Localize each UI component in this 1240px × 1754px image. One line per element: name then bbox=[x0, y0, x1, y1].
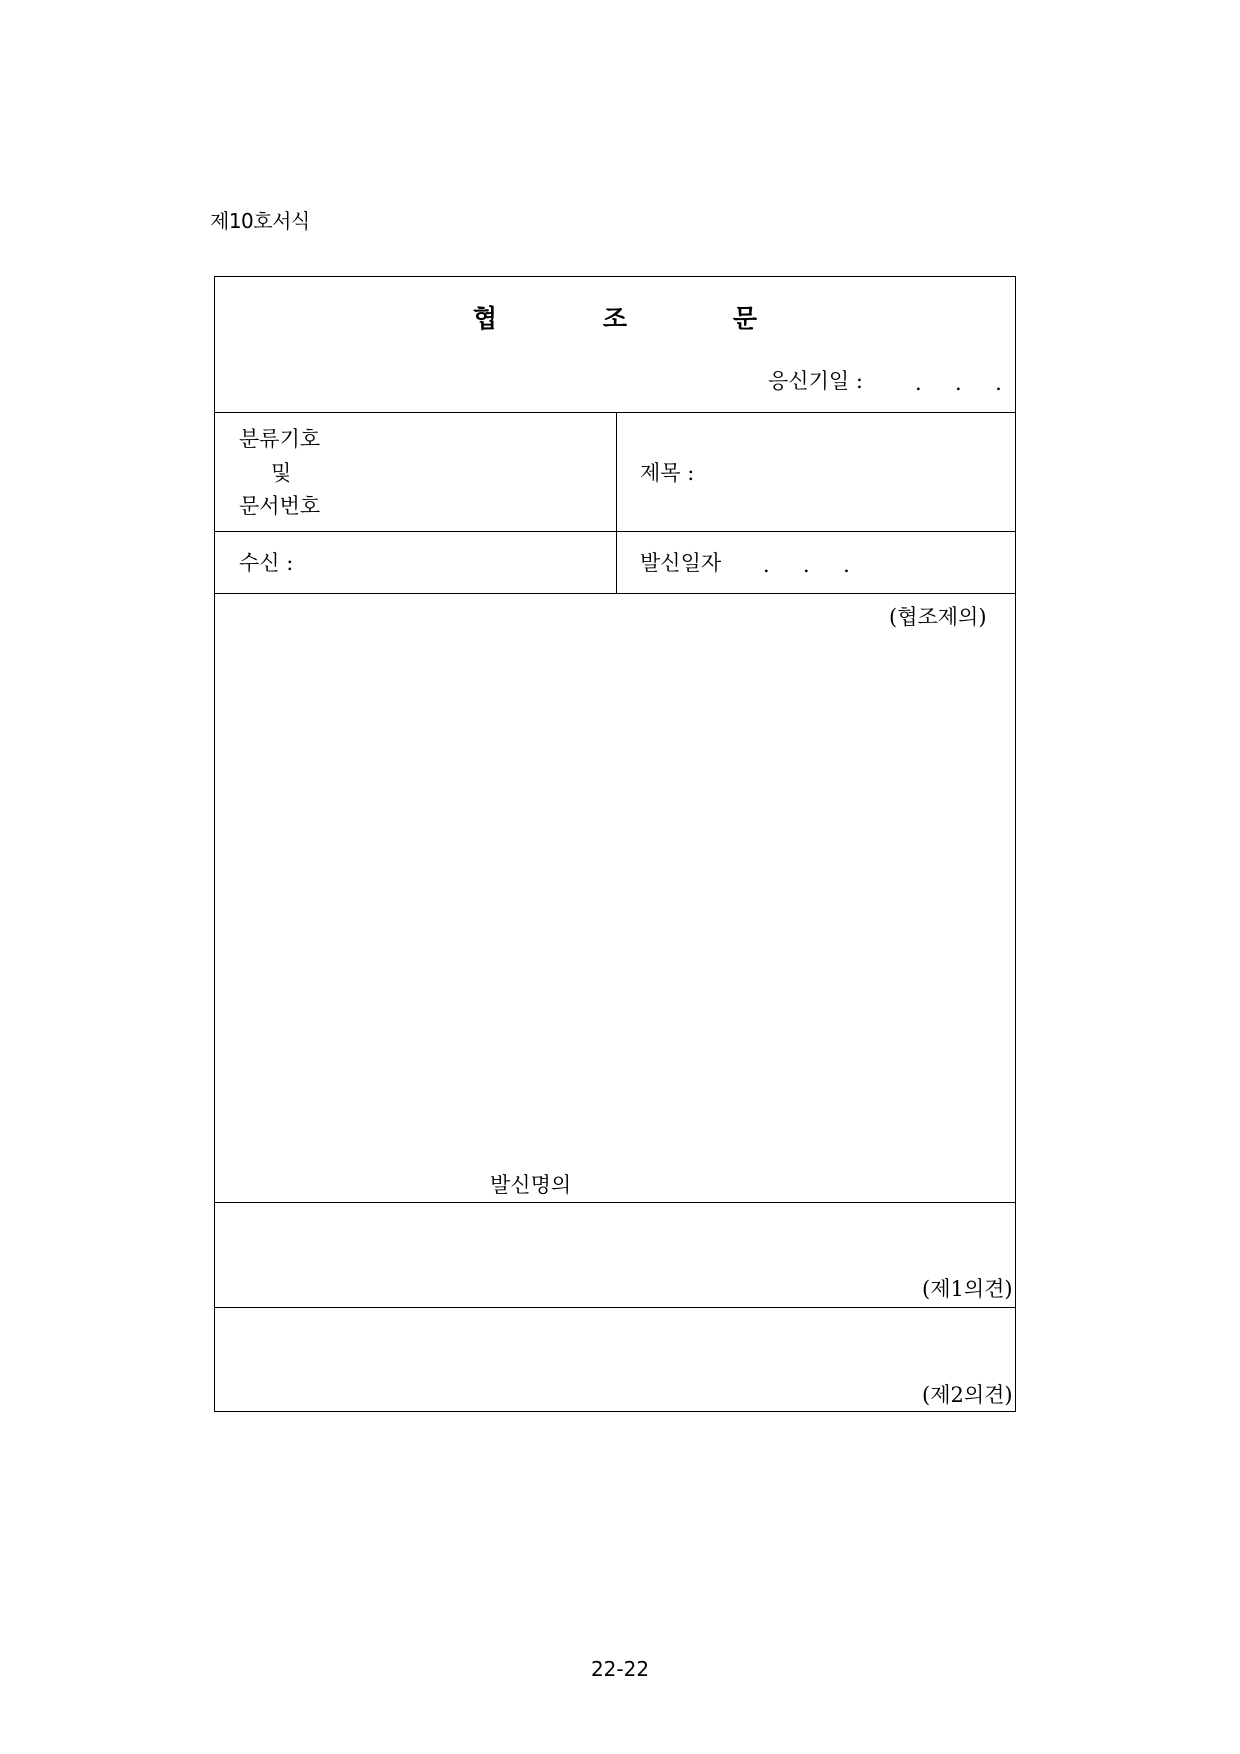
form-title bbox=[215, 299, 1015, 335]
opinion-1-label: (제1의견) bbox=[922, 1277, 1013, 1301]
reply-deadline-value: . . . bbox=[915, 371, 1002, 395]
send-date-label: 발신일자 bbox=[640, 551, 722, 575]
row-divider-1 bbox=[215, 531, 1015, 532]
page-number: 22-22 bbox=[590, 1657, 650, 1681]
recipient-label: 수신 : bbox=[239, 551, 294, 575]
classification-label-line2: 및 bbox=[271, 461, 292, 485]
header-divider bbox=[215, 412, 1015, 413]
send-date-value: . . . bbox=[763, 553, 850, 577]
row-divider-2 bbox=[215, 593, 1015, 594]
classification-label-line3: 문서번호 bbox=[239, 494, 321, 518]
reply-deadline-label: 응신기일 : bbox=[768, 369, 863, 393]
form-number: 제10호서식 bbox=[210, 209, 310, 233]
cooperation-request-label: (협조제의) bbox=[889, 605, 987, 629]
opinion-2-label: (제2의견) bbox=[922, 1383, 1013, 1407]
cooperation-form bbox=[214, 276, 1016, 1412]
title-char-3: 문 bbox=[732, 304, 758, 333]
subject-label: 제목 : bbox=[640, 461, 695, 485]
title-char-1: 협 bbox=[472, 304, 498, 333]
body-divider bbox=[215, 1202, 1015, 1203]
column-divider bbox=[616, 412, 617, 593]
classification-label-line1: 분류기호 bbox=[239, 427, 321, 451]
sender-name-label: 발신명의 bbox=[490, 1173, 572, 1197]
title-char-2: 조 bbox=[602, 304, 628, 333]
opinion-divider bbox=[215, 1307, 1015, 1308]
